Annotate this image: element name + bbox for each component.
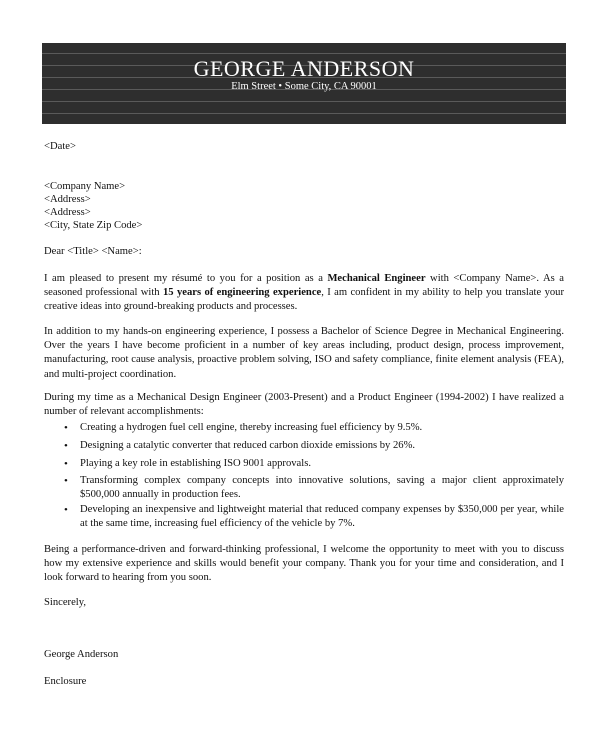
paragraph-education: In addition to my hands-on engineering experience, I possess a Bachelor of Science Degree in Mechanical Engineering. Over the years I have become proficient in a number of key areas including, product design, process improvement, manufacturing, root cause analysis, proactive problem solving, ISO and safety compliance, finite element analysis (FEA), and multi-project coordination. [44, 326, 564, 380]
bullet-marker: • [64, 458, 68, 470]
intro-position-title: Mechanical Engineer [327, 273, 426, 284]
intro-text: with <Company Name>. As a seasoned professional with [44, 273, 564, 299]
recipient-city-state-zip: <City, State Zip Code> [44, 220, 143, 231]
complimentary-close: Sincerely, [44, 597, 86, 608]
letter-date: <Date> [44, 141, 76, 152]
paragraph-closing: Being a performance-driven and forward-thinking professional, I welcome the opportunity to meet with you to discuss how my extensive experience and skills would benefit your company. Thank you for your time and consideration, and I look forward to hearing from you soon. [44, 544, 564, 584]
recipient-address-1: <Address> [44, 194, 91, 205]
intro-text: I am pleased to present my résumé to you for a position as a [44, 273, 328, 284]
bullet-marker: • [64, 440, 68, 452]
banner-stripe [42, 113, 566, 114]
bullet-marker: • [64, 475, 68, 487]
accomplishment-item: Playing a key role in establishing ISO 9001 approvals. [80, 458, 311, 469]
sender-address: Elm Street • Some City, CA 90001 [231, 81, 377, 92]
accomplishment-item: Transforming complex company concepts into innovative solutions, saving a major client approximately $500,000 annually in production fees. [80, 475, 564, 501]
bullet-marker: • [64, 422, 68, 434]
sender-name: GEORGE ANDERSON [193, 56, 415, 81]
salutation: Dear <Title> <Name>: [44, 246, 142, 257]
accomplishment-item: Developing an inexpensive and lightweight material that reduced company expenses by $350,000 per year, while at the same time, increasing fuel efficiency of the vehicle by 7%. [80, 504, 564, 530]
banner-stripe [42, 101, 566, 102]
accomplishment-item: Creating a hydrogen fuel cell engine, thereby increasing fuel efficiency by 9.5%. [80, 422, 423, 433]
paragraph-intro [44, 272, 564, 315]
recipient-address-2: <Address> [44, 207, 91, 218]
banner-stripe [42, 53, 566, 54]
letterhead-banner [42, 43, 566, 124]
intro-experience: 15 years of engineering experience [162, 287, 322, 299]
intro-text: , I am confident in my ability to help you translate your creative ideas into ground-breaking products and processes. [44, 287, 564, 313]
recipient-company: <Company Name> [44, 181, 126, 192]
paragraph-experience: During my time as a Mechanical Design Engineer (2003-Present) and a Product Engineer (1994-2002) I have realized a number of relevant accomplishments: [44, 392, 564, 418]
enclosure-note: Enclosure [44, 676, 87, 687]
bullet-marker: • [64, 504, 68, 516]
accomplishment-item: Designing a catalytic converter that reduced carbon dioxide emissions by 26%. [80, 440, 416, 451]
signature-name: George Anderson [44, 649, 119, 660]
